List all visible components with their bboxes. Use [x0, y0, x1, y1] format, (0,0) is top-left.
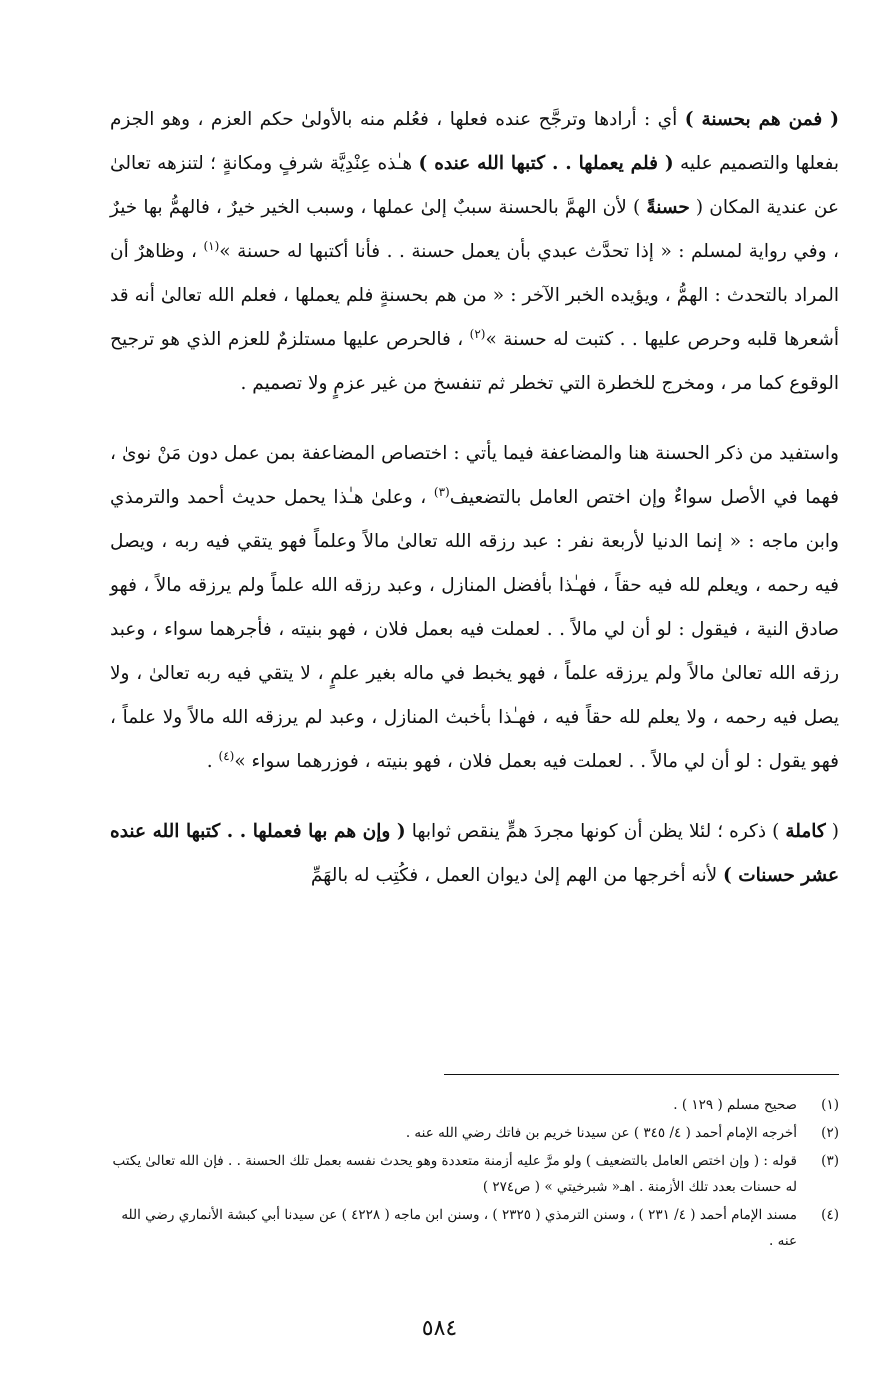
footnote-number: (١) [821, 1097, 839, 1113]
text-segment: ، وعلىٰ هـٰذا يحمل حديث أحمد والترمذي وابن ماجه : « إنما الدنيا لأربعة نفر : عبد رزقه الله تعالىٰ مالاً وعلماً فهو يتقي فيه ربه ، ويصل فيه رحمه ، ويعلم لله فيه حقاً ، فهـٰذا بأفضل المنازل ، وعبد رزقه الله علماً ولم يرزقه مالاً ، فهو صادق النية ، فيقول : لو أن لي مالاً . . لعملت فيه بعمل فلان ، فهو بنيته ، فأجرهما سواء ، وعبد رزقه الله تعالىٰ مالاً ولم يرزقه علماً ، فهو يخبط في ماله بغير علمٍ ، لا يتقي فيه ربه تعالىٰ ، ولا يصل فيه رحمه ، ولا يعلم لله حقاً فيه ، فهـٰذا بأخبث المنازل ، وعبد لم يرزقه الله مالاً ولا علماً ، فهو يقول : لو أن لي مالاً . . لعملت فيه بعمل فلان ، فهو بنيته ، فوزرهما سواء » [110, 487, 839, 772]
text-segment: ( فلم يعملها . . كتبها الله عنده ) [418, 153, 674, 174]
footnotes [110, 1092, 839, 1256]
text-segment: حسنةً [646, 197, 690, 218]
footnote-text: مسند الإمام أحمد ( ٤/ ٢٣١ ) ، وسنن الترمذي ( ٢٣٢٥ ) ، وسنن ابن ماجه ( ٤٢٢٨ ) عن سيدنا أبي كبشة الأنماري رضي الله عنه . [121, 1207, 797, 1249]
footnote-text: أخرجه الإمام أحمد ( ٤/ ٣٤٥ ) عن سيدنا خريم بن فاتك رضي الله عنه . [405, 1125, 797, 1141]
text-segment: هـٰذه عِنْدِيَّة شرفٍ ومكانةٍ ؛ لتنزهه تعالىٰ عن عندية المكان ( [110, 153, 840, 218]
footnote-ref: (٤) [218, 748, 235, 763]
footnote-number: (٣) [821, 1153, 839, 1169]
footnote-ref: (٣) [433, 484, 450, 499]
text-segment: ، وظاهرٌ أن المراد بالتحدث : الهمُّ ، ويؤيده الخبر الآخر : « من هم بحسنةٍ فلم يعملها ، فعلم الله تعالىٰ أنه قد أشعرها قلبه وحرص عليها . . كتبت له حسنة » [110, 241, 839, 350]
paragraph [110, 98, 839, 406]
text-segment: أي : أرادها وترجَّح عنده فعلها ، فعُلم منه بالأولىٰ حكم العزم ، وهو الجزم بفعلها والتصميم عليه [110, 109, 840, 174]
page-number: ٥٨٤ [421, 1316, 458, 1341]
paragraph [110, 432, 839, 784]
text-segment: كاملة [785, 821, 826, 842]
footnote-item [110, 1120, 839, 1146]
text-segment: ( فمن هم بحسنة ) [684, 109, 840, 130]
text-segment: ) لأن الهمَّ بالحسنة سببٌ إلىٰ عملها ، وسبب الخير خيرٌ ، فالهمُّ بها خيرٌ ، وفي رواية لمسلم : « إذا تحدَّث عبدي بأن يعمل حسنة . . فأنا أكتبها له حسنة » [110, 197, 839, 262]
footnote-text: قوله : ( وإن اختص العامل بالتضعيف ) ولو مرَّ عليه أزمنة متعددة وهو يحدث نفسه بعمل تلك الحسنة . . فإن الله تعالىٰ يكتب له حسنات بعدد تلك الأزمنة . اهـ« شبرخيتي » ( ص٢٧٤ ) [112, 1153, 797, 1195]
text-segment: واستفيد من ذكر الحسنة هنا والمضاعفة فيما يأتي : اختصاص المضاعفة بمن عمل دون مَنْ نوىٰ ، فهما في الأصل سواءٌ وإن اختص العامل بالتضعيف [110, 443, 839, 508]
paragraph [110, 810, 839, 898]
footnote-number: (٢) [821, 1125, 839, 1141]
text-segment: ( وإن هم بها فعملها . . كتبها الله عنده عشر حسنات ) [110, 821, 839, 886]
text-segment: ، فالحرص عليها مستلزمٌ للعزم الذي هو ترجيح الوقوع كما مر ، ومخرج للخطرة التي تخطر ثم تنفسخ من غير عزمٍ ولا تصميم . [110, 329, 839, 394]
footnote-ref: (١) [203, 238, 220, 253]
footnote-text: صحيح مسلم ( ١٢٩ ) . [673, 1097, 797, 1113]
text-segment: ( [825, 821, 839, 842]
footnote-number: (٤) [821, 1207, 839, 1223]
text-segment: لأنه أخرجها من الهم إلىٰ ديوان العمل ، فكُتِب له بالهَمِّ [310, 865, 724, 886]
footnote-item [110, 1202, 839, 1254]
footnote-item [110, 1148, 839, 1200]
text-segment: ) ذكره ؛ لئلا يظن أن كونها مجردَ همٍّ ينقص ثوابها [405, 821, 786, 842]
footnote-item [110, 1092, 839, 1118]
footnote-ref: (٢) [469, 326, 486, 341]
main-text [110, 98, 839, 924]
text-segment: . [206, 751, 219, 772]
footnote-separator [444, 1074, 839, 1075]
